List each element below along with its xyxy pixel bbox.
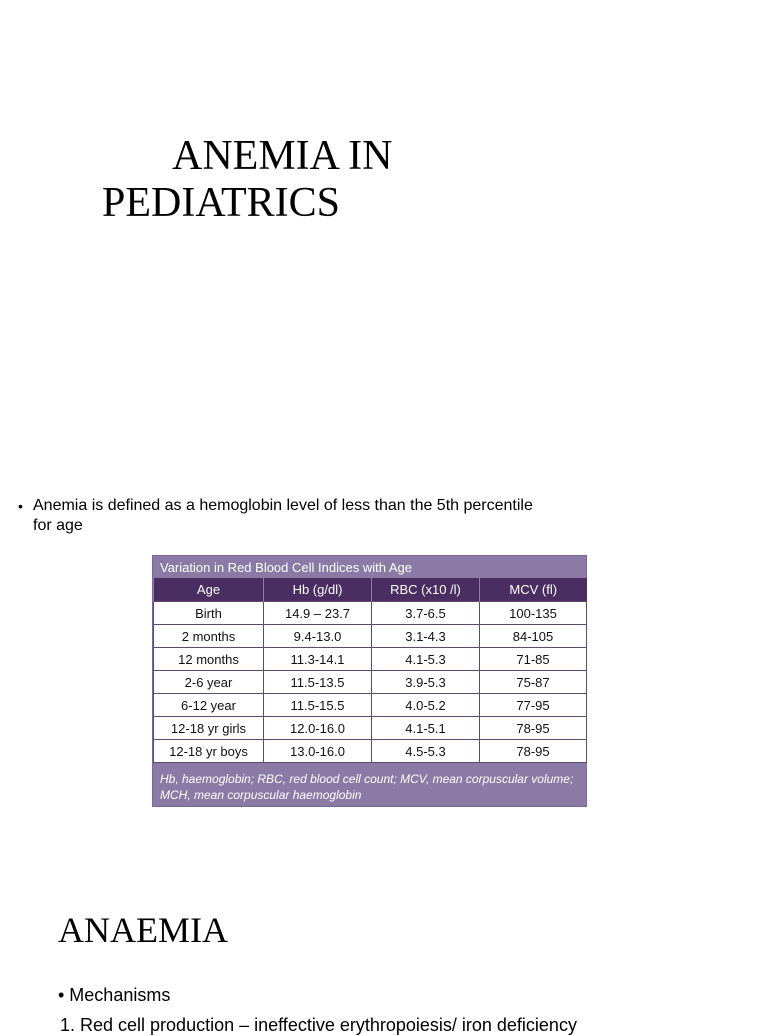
- cell-mcv: 75-87: [480, 671, 587, 694]
- bullet-dot-icon: •: [18, 498, 23, 514]
- cell-mcv: 84-105: [480, 625, 587, 648]
- cell-mcv: 77-95: [480, 694, 587, 717]
- column-header-mcv: MCV (fl): [480, 578, 587, 602]
- data-table: [153, 578, 587, 763]
- numbered-item-1: 1. Red cell production – ineffective erythropoiesis/ iron deficiency: [60, 1015, 577, 1035]
- cell-mcv: 100-135: [480, 602, 587, 625]
- cell-hb: 11.3-14.1: [264, 648, 372, 671]
- table-header-row: [154, 578, 587, 602]
- cell-rbc: 4.5-5.3: [372, 740, 480, 763]
- cell-rbc: 4.1-5.3: [372, 648, 480, 671]
- rbc-indices-table: [152, 555, 587, 807]
- cell-hb: 9.4-13.0: [264, 625, 372, 648]
- cell-age: 6-12 year: [154, 694, 264, 717]
- table-footnote: Hb, haemoglobin; RBC, red blood cell count; MCV, mean corpuscular volume; MCH, mean corpuscular haemoglobin: [160, 772, 574, 802]
- cell-mcv: 71-85: [480, 648, 587, 671]
- cell-rbc: 3.9-5.3: [372, 671, 480, 694]
- slide-title-line2: PEDIATRICS: [102, 180, 341, 226]
- table-row: [154, 648, 587, 671]
- intro-text: Anemia is defined as a hemoglobin level of less than the 5th percentile for age: [33, 497, 533, 534]
- cell-hb: 12.0-16.0: [264, 717, 372, 740]
- cell-age: 2 months: [154, 625, 264, 648]
- mechanisms-bullet: • Mechanisms: [58, 985, 171, 1005]
- cell-mcv: 78-95: [480, 740, 587, 763]
- cell-rbc: 4.0-5.2: [372, 694, 480, 717]
- slide-title-line1: ANEMIA IN: [172, 133, 393, 179]
- table-row: [154, 717, 587, 740]
- table-row: [154, 740, 587, 763]
- cell-age: Birth: [154, 602, 264, 625]
- cell-rbc: 3.7-6.5: [372, 602, 480, 625]
- cell-hb: 13.0-16.0: [264, 740, 372, 763]
- column-header-age: Age: [154, 578, 264, 602]
- cell-rbc: 4.1-5.1: [372, 717, 480, 740]
- column-header-rbc: RBC (x10 /l): [372, 578, 480, 602]
- cell-hb: 14.9 – 23.7: [264, 602, 372, 625]
- cell-rbc: 3.1-4.3: [372, 625, 480, 648]
- cell-hb: 11.5-15.5: [264, 694, 372, 717]
- table-row: [154, 625, 587, 648]
- cell-age: 2-6 year: [154, 671, 264, 694]
- cell-hb: 11.5-13.5: [264, 671, 372, 694]
- table-row: [154, 602, 587, 625]
- cell-mcv: 78-95: [480, 717, 587, 740]
- cell-age: 12 months: [154, 648, 264, 671]
- table-row: [154, 694, 587, 717]
- table-caption: Variation in Red Blood Cell Indices with Age: [160, 560, 412, 575]
- cell-age: 12-18 yr boys: [154, 740, 264, 763]
- table-row: [154, 671, 587, 694]
- column-header-hb: Hb (g/dl): [264, 578, 372, 602]
- cell-age: 12-18 yr girls: [154, 717, 264, 740]
- section-heading: ANAEMIA: [58, 910, 228, 950]
